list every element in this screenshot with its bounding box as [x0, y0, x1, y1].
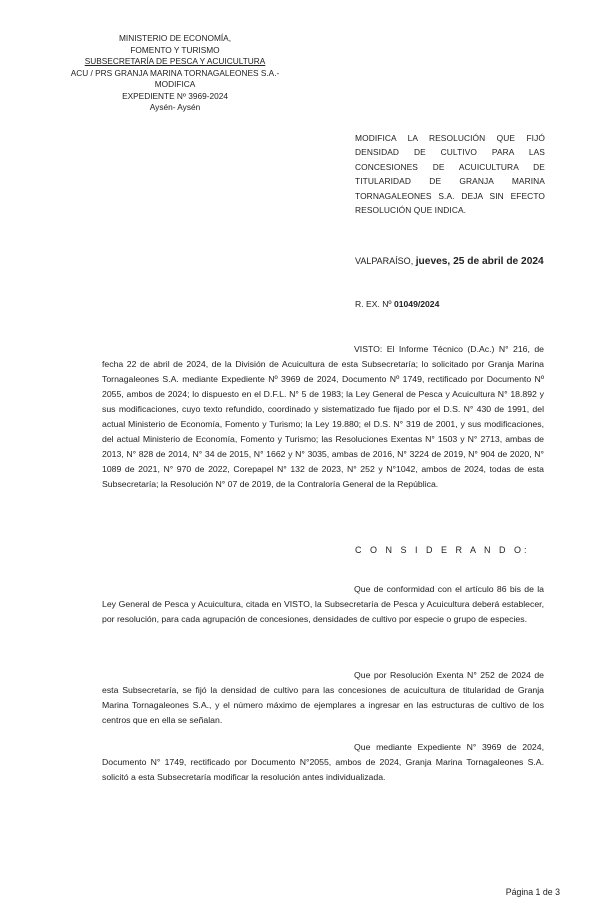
- paragraph-text: 2024, Documento N° 1749, rectificado por Documento N°2055, ambos de 2024, Granja Marina Tornagaleones S.A. solicitó a esta Subsecretaría modificar la resolución antes individualizada.: [102, 742, 545, 782]
- considerando-heading: C O N S I D E R A N D O:: [355, 545, 530, 555]
- paragraph-lead: Que de conformidad con el artículo 86 bis: [354, 584, 521, 594]
- paragraph-lead: Que mediante Expediente N° 3969 de: [354, 742, 517, 752]
- region: Aysén- Aysén: [149, 102, 201, 112]
- paragraph-text: de la Ley General de Pesca y Acuicultura, citada en VISTO, la Subsecretaría de Pesca y Acuicultura deberá establecer, por resolución, para cada agrupación de concesiones, densidades de cultivo por especie o grupo de especies.: [102, 584, 544, 624]
- title-line: TORNAGALEONES S.A. DEJA SIN EFECTO: [355, 190, 545, 201]
- paragraph-text: 2024 de esta Subsecretaría, se fijó la densidad de cultivo para las concesiones de acuicultura de titularidad de Granja Marina Tornagaleones S.A., y el número máximo de ejemplares a ingresar en las estructuras de cultivo de los centros que en ella se señalan.: [102, 670, 545, 725]
- resolution-title: [355, 131, 545, 217]
- title-line: TITULARIDAD DE GRANJA MARINA: [355, 176, 545, 187]
- subsecretary-name: SUBSECRETARÍA DE PESCA Y ACUICULTURA: [84, 56, 266, 66]
- considerando-paragraph: [102, 740, 544, 785]
- rex-prefix: R. EX. Nº: [355, 299, 392, 309]
- title-line: CONCESIONES DE ACUICULTURA DE: [355, 161, 545, 172]
- visto-text: fecha 22 de abril de 2024, de la División de Acuicultura de esta Subsecretaría; lo solicitado por Granja Marina Tornagaleones S.A. mediante Expediente Nº 3969 de 2024, Documento Nº 1749, rectificado por Documento Nº 2055, ambos de 2024; lo dispuesto en el D.F.L. N° 5 de 1983; la Ley General de Pesca y Acuicultura N° 18.892 y sus modificaciones, cuyo texto refundido, coordinado y sistematizado fue fijado por el D.S. N° 430 de 1991, del actual Ministerio de Economía, Fomento y Turismo; la Ley 19.880; el D.S. N° 319 de 2001, y sus modificaciones, del actual Ministerio de Economía, Fomento y Turismo; las Resoluciones Exentas N° 1503 y N° 2713, ambas de 2013, N° 828 de 2014, N° 34 de 2015, N° 1662 y N° 3035, ambas de 2016, N° 3224 de 2019, N° 904 de 2020, N° 1089 de 2021, N° 970 de 2022, Corepapel N° 132 de 2023, N° 252 y N°1042, ambos de 2024, todas de esta Subsecretaría; la Resolución N° 07 de 2019, de la Contraloría General de la República.: [102, 359, 544, 489]
- ministry-name-cont: FOMENTO Y TURISMO: [130, 44, 220, 55]
- institution-header: [60, 33, 290, 114]
- paragraph-lead: Que por Resolución Exenta N° 252 de: [354, 670, 508, 680]
- rex-number: 01049/2024: [393, 299, 440, 309]
- visto-lead: VISTO: El Informe Técnico (D.Ac.) N° 216, de: [354, 344, 544, 354]
- title-line: DENSIDAD DE CULTIVO PARA LAS: [355, 147, 545, 158]
- resolution-number: [355, 299, 439, 309]
- considerando-paragraph: [102, 582, 544, 627]
- issue-date: [355, 256, 544, 267]
- title-line: MODIFICA LA RESOLUCIÓN QUE FIJÓ: [355, 133, 545, 143]
- case-reference: ACU / PRS GRANJA MARINA TORNAGALEONES S.A.- MODIFICA: [70, 67, 280, 89]
- file-number: EXPEDIENTE Nº 3969-2024: [122, 90, 228, 101]
- page-number: Página 1 de 3: [505, 887, 560, 897]
- considerando-paragraph: [102, 668, 544, 728]
- date-value: jueves, 25 de abril de 2024: [415, 256, 544, 267]
- ministry-name: MINISTERIO DE ECONOMÍA,: [118, 33, 232, 43]
- title-line: RESOLUCIÓN QUE INDICA.: [355, 205, 467, 216]
- visto-paragraph: [102, 342, 544, 492]
- date-city: VALPARAÍSO,: [355, 256, 414, 266]
